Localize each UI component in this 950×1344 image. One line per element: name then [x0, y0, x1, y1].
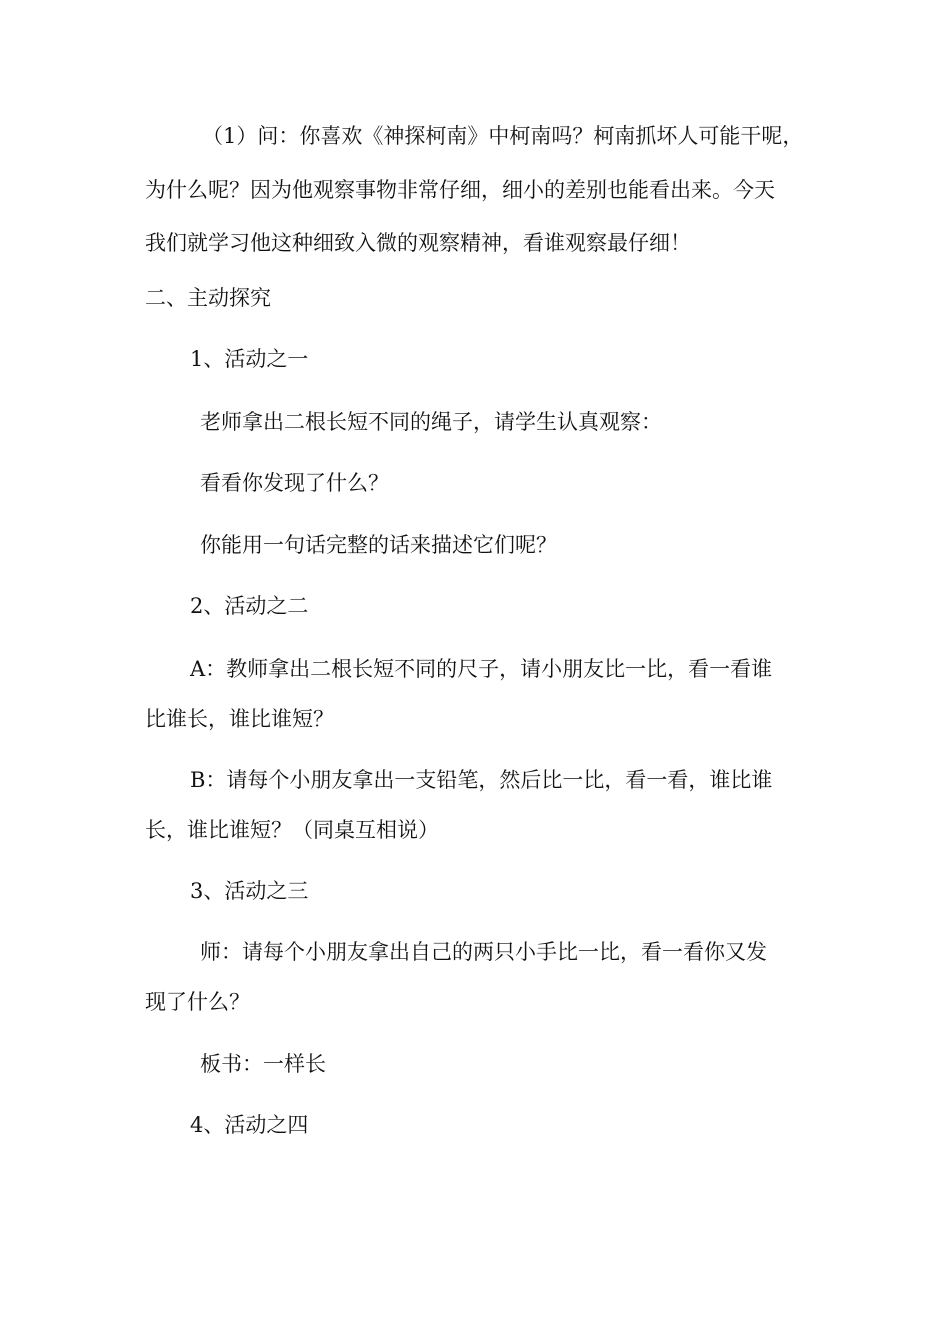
paragraph-line: B：请每个小朋友拿出一支铅笔，然后比一比，看一看，谁比谁 — [190, 768, 773, 792]
activity-heading: 4、活动之四 — [190, 1113, 309, 1137]
activity-heading: 1、活动之一 — [190, 347, 309, 371]
paragraph-line: 长，谁比谁短？（同桌互相说） — [145, 818, 439, 842]
paragraph-line: 老师拿出二根长短不同的绳子，请学生认真观察： — [200, 410, 662, 434]
paragraph-line: 看看你发现了什么？ — [200, 471, 389, 495]
activity-heading: 2、活动之二 — [190, 594, 309, 618]
paragraph-line: 你能用一句话完整的话来描述它们呢？ — [200, 533, 557, 557]
paragraph-line: 我们就学习他这种细致入微的观察精神，看谁观察最仔细！ — [145, 231, 691, 255]
paragraph-line: A：教师拿出二根长短不同的尺子，请小朋友比一比，看一看谁 — [190, 657, 773, 681]
paragraph-line: 为什么呢？因为他观察事物非常仔细，细小的差别也能看出来。今天 — [145, 178, 775, 202]
board-note: 板书：一样长 — [200, 1052, 326, 1076]
paragraph-line: 师：请每个小朋友拿出自己的两只小手比一比，看一看你又发 — [200, 940, 767, 964]
section-heading: 二、主动探究 — [145, 286, 271, 310]
paragraph-line: 比谁长，谁比谁短？ — [145, 707, 334, 731]
paragraph-line: （1）问：你喜欢《神探柯南》中柯南吗？柯南抓坏人可能干呢， — [202, 124, 804, 148]
activity-heading: 3、活动之三 — [190, 879, 309, 903]
paragraph-line: 现了什么？ — [145, 990, 250, 1014]
